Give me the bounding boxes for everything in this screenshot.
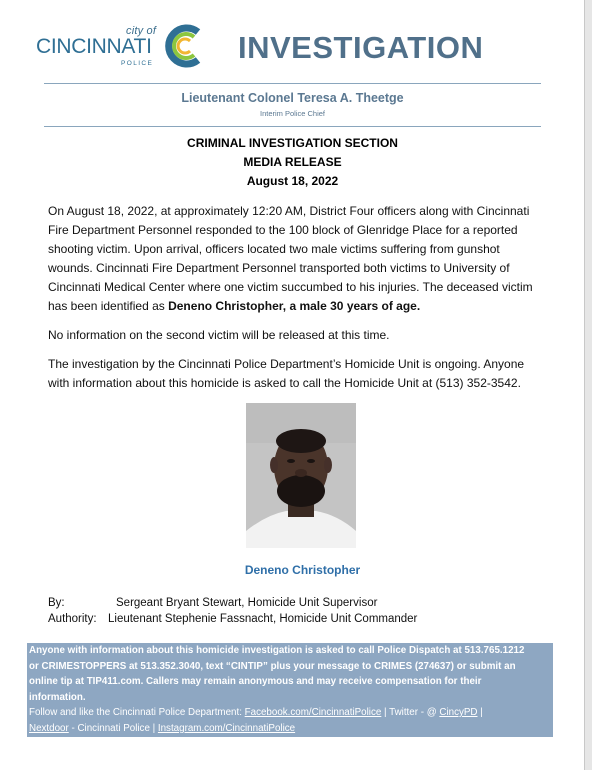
paragraph-line: with information about this homicide is asked to call the Homicide Unit at (513) 352-3542. [48, 376, 521, 390]
authority-value: Lieutenant Stephenie Fassnacht, Homicide Unit Commander [108, 613, 418, 625]
chief-name: Lieutenant Colonel Teresa A. Theetge [181, 91, 404, 105]
tip-line: online tip at TIP411.com. Callers may remain anonymous and may receive compensation for their [29, 676, 482, 687]
paragraph-line: wounds. Cincinnati Fire Department Personnel transported both victims to University of [48, 261, 510, 275]
logo-c-swirl-icon [162, 22, 208, 70]
paragraph-line-last [48, 297, 558, 316]
header-divider-top [44, 83, 541, 84]
page-title: INVESTIGATION [238, 30, 484, 65]
victim-intro-text: has been identified as [48, 299, 169, 313]
paragraph-line: Cincinnati Medical Center where one victim succumbed to his injuries. The deceased victim [48, 280, 533, 294]
paragraph-investigation [48, 355, 558, 393]
release-type-heading: MEDIA RELEASE [243, 155, 342, 169]
logo-police-text: POLICE [121, 60, 154, 67]
social-line [29, 705, 551, 721]
by-label: By: [48, 597, 65, 609]
by-value: Sergeant Bryant Stewart, Homicide Unit Supervisor [116, 597, 378, 609]
victim-photo [246, 403, 356, 548]
logo-name-text: CINCINNATI [36, 35, 152, 58]
release-date: August 18, 2022 [246, 174, 339, 188]
paragraph-second-victim: No information on the second victim will be released at this time. [48, 328, 390, 342]
authority-line [48, 613, 417, 625]
by-line [48, 597, 377, 609]
section-heading: CRIMINAL INVESTIGATION SECTION [187, 136, 398, 150]
paragraph-line: shooting victim. Upon arrival, officers located two male victims suffering from gunshot [48, 242, 500, 256]
tip-line: Anyone with information about this homicide investigation is asked to call Police Dispatch at 513.765.1212 [29, 645, 525, 656]
nextdoor-rest-text: - Cincinnati Police | [68, 722, 158, 734]
paragraph-line: Fire Department Personnel responded to the 100 block of Glenridge Place for a reported [48, 223, 518, 237]
chief-title: Interim Police Chief [259, 109, 326, 118]
facebook-link[interactable]: Facebook.com/CincinnatiPolice [244, 707, 382, 718]
logo-city-text: city of [126, 25, 157, 37]
social-line-2 [29, 721, 551, 737]
paragraph-incident [48, 202, 558, 316]
authority-label: Authority: [48, 613, 97, 625]
follow-text: Follow and like the Cincinnati Police Department: [29, 707, 245, 718]
twitter-link[interactable]: CincyPD [439, 707, 478, 718]
victim-identity-text: Deneno Christopher, a male 30 years of age. [168, 299, 421, 313]
paragraph-line: The investigation by the Cincinnati Police Department’s Homicide Unit is ongoing. Anyone [48, 357, 525, 371]
victim-portrait-image [246, 403, 356, 548]
nextdoor-link[interactable]: Nextdoor [29, 722, 69, 734]
instagram-link[interactable]: Instagram.com/CincinnatiPolice [157, 722, 296, 734]
tip-line: or CRIMESTOPPERS at 513.352.3040, text “CINTIP” plus your message to CRIMES (274637) or submit an [29, 660, 516, 672]
separator-text: | [477, 707, 483, 718]
tip-line: information. [29, 691, 86, 703]
cincinnati-police-logo [36, 22, 206, 72]
paragraph-line: On August 18, 2022, at approximately 12:20 AM, District Four officers along with Cincinnati [48, 204, 530, 218]
header-divider-bottom [44, 126, 541, 127]
twitter-text: | Twitter - @ [381, 707, 440, 718]
photo-caption: Deneno Christopher [244, 563, 361, 577]
tip-info-box [27, 643, 553, 737]
